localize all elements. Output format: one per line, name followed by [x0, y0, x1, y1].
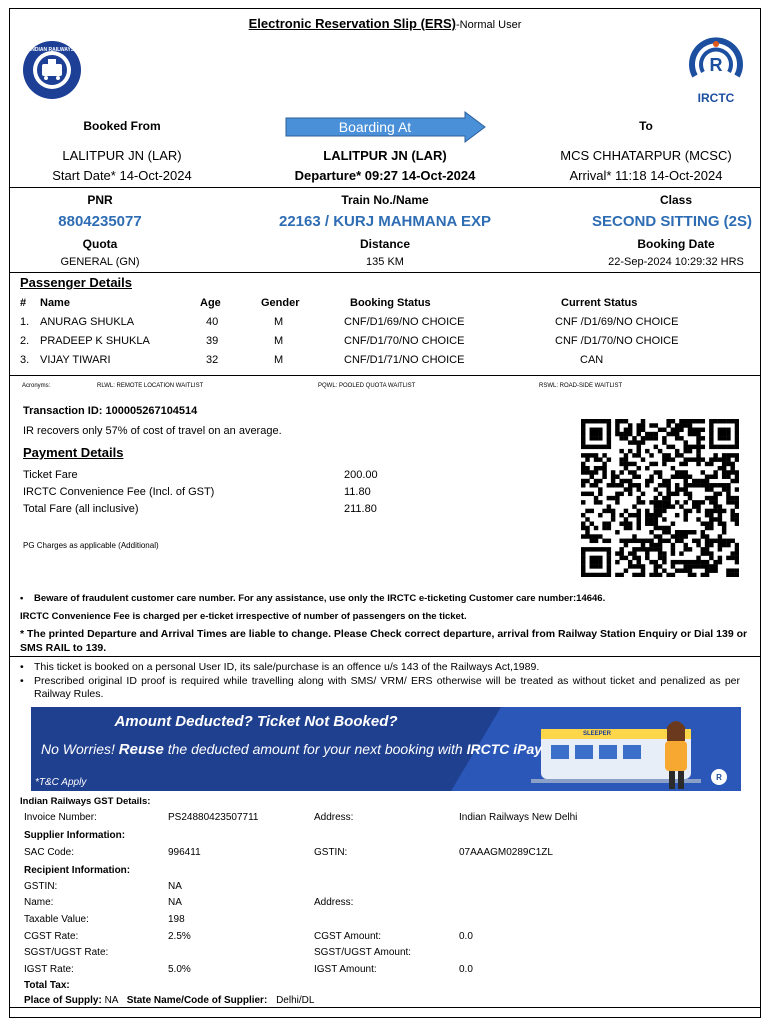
- transaction-id: Transaction ID: 100005267104514: [23, 405, 198, 417]
- passenger-num: 3.: [20, 354, 30, 366]
- sgst-rate-label: SGST/UGST Rate:: [24, 947, 109, 958]
- irctc-logo: [683, 36, 749, 108]
- taxable-value: 198: [168, 914, 185, 925]
- divider: [10, 1007, 760, 1008]
- passenger-booking-status: CNF/D1/69/NO CHOICE: [344, 316, 465, 328]
- banner-ipay: IRCTC iPay: [466, 741, 543, 757]
- photo-id-note: • Prescribed original ID proof is required while travelling along with SMS/ VRM/ ERS otherwise will be treated as without ticket and penalized as per Railway Rules.: [20, 675, 740, 702]
- svg-text:R: R: [709, 55, 723, 75]
- cgst-amount-label: CGST Amount:: [314, 931, 382, 942]
- col-header-gender: Gender: [261, 297, 300, 309]
- svg-text:R: R: [716, 773, 722, 782]
- sac-value: 996411: [168, 847, 201, 858]
- invoice-label: Invoice Number:: [24, 812, 97, 823]
- to-station: MCS CHHATARPUR (MCSC): [560, 148, 732, 163]
- place-of-supply: [24, 995, 314, 1006]
- state-value: Delhi/DL: [276, 995, 315, 1006]
- passenger-name: PRADEEP K SHUKLA: [40, 335, 150, 347]
- state-label: State Name/Code of Supplier:: [126, 995, 268, 1006]
- ir-logo-text: INDIAN RAILWAYS: [29, 47, 75, 53]
- banner-message: [41, 741, 542, 758]
- divider: [10, 375, 760, 376]
- passenger-booking-status: CNF/D1/70/NO CHOICE: [344, 335, 465, 347]
- divider: [10, 656, 760, 657]
- cgst-amount-value: 0.0: [459, 931, 473, 942]
- pnr-label: PNR: [87, 193, 113, 207]
- passenger-gender: M: [274, 335, 284, 347]
- acronym-pqwl: PQWL: POOLED QUOTA WAITLIST: [318, 383, 416, 389]
- total-tax-label: Total Tax:: [24, 980, 70, 991]
- recipient-gstin-value: NA: [168, 881, 182, 892]
- place-value: NA: [104, 995, 118, 1006]
- passenger-booking-status: CNF/D1/71/NO CHOICE: [344, 354, 465, 366]
- passenger-num: 2.: [20, 335, 30, 347]
- fare-value: 211.80: [344, 503, 377, 515]
- pg-charges-note: PG Charges as applicable (Additional): [23, 541, 159, 550]
- ers-ticket: [9, 8, 761, 1018]
- passenger-age: 32: [206, 354, 219, 366]
- ers-header: [10, 15, 760, 33]
- class-label: Class: [659, 193, 693, 207]
- cgst-rate-value: 2.5%: [168, 931, 191, 942]
- distance-value: 135 KM: [366, 256, 404, 268]
- fare-value: 11.80: [344, 486, 371, 498]
- place-label: Place of Supply:: [24, 995, 102, 1006]
- igst-amount-label: IGST Amount:: [314, 964, 377, 975]
- acronyms-label: Acronyms:: [22, 383, 51, 389]
- col-header-num: #: [20, 297, 27, 309]
- sgst-amount-label: SGST/UGST Amount:: [314, 947, 412, 958]
- arrival-time: Arrival* 11:18 14-Oct-2024: [569, 168, 723, 183]
- start-date: Start Date* 14-Oct-2024: [52, 168, 192, 183]
- booking-date-value: 22-Sep-2024 10:29:32 HRS: [608, 256, 744, 268]
- boarding-arrow: [285, 111, 487, 143]
- recipient-name-label: Name:: [24, 897, 54, 908]
- divider: [10, 272, 760, 273]
- ers-subtitle: -Normal User: [455, 19, 522, 31]
- passenger-details-title: Passenger Details: [20, 275, 133, 290]
- passenger-name: ANURAG SHUKLA: [40, 316, 135, 328]
- gst-title: Indian Railways GST Details:: [20, 796, 151, 807]
- qr-code: [581, 419, 739, 577]
- col-header-name: Name: [40, 297, 70, 309]
- booked-from-label: Booked From: [83, 119, 161, 133]
- banner-headline: Amount Deducted? Ticket Not Booked?: [114, 713, 398, 730]
- train-label: Train No./Name: [341, 193, 429, 207]
- col-header-booking-status: Booking Status: [350, 297, 431, 309]
- booking-date-label: Booking Date: [637, 237, 715, 251]
- igst-amount-value: 0.0: [459, 964, 473, 975]
- departure-time: Departure* 09:27 14-Oct-2024: [294, 168, 476, 183]
- gstin-value: 07AAAGM0289C1ZL: [459, 847, 553, 858]
- igst-rate-value: 5.0%: [168, 964, 191, 975]
- fare-label: Ticket Fare: [23, 469, 78, 481]
- fraud-notice: [20, 593, 752, 604]
- boarding-station: LALITPUR JN (LAR): [323, 148, 447, 163]
- passenger-age: 40: [206, 316, 219, 328]
- acronym-rlwl: RLWL: REMOTE LOCATION WAITLIST: [97, 383, 204, 389]
- col-header-current-status: Current Status: [561, 297, 638, 309]
- train-value: 22163 / KURJ MAHMANA EXP: [279, 213, 491, 230]
- banner-reuse: Reuse: [118, 741, 164, 758]
- address-value: Indian Railways New Delhi: [459, 812, 578, 823]
- personal-id-note: • This ticket is booked on a personal User ID, its sale/purchase is an offence u/s 143 of the Railways Act,1989.: [20, 661, 740, 675]
- class-value: SECOND SITTING (2S): [591, 213, 752, 230]
- irctc-ipay-banner[interactable]: [31, 707, 741, 791]
- acronym-rswl: RSWL: ROAD-SIDE WAITLIST: [539, 383, 623, 389]
- recipient-gstin-label: GSTIN:: [24, 881, 58, 892]
- passenger-age: 39: [206, 335, 219, 347]
- address-label: Address:: [314, 812, 354, 823]
- printed-times-note: * The printed Departure and Arrival Times are liable to change. Please Check correct departure, arrival from Railway Station Enquiry or Dial 139 or SMS RAIL to 139.: [20, 628, 748, 654]
- sac-label: SAC Code:: [24, 847, 75, 858]
- rules-notes: [20, 661, 740, 702]
- ers-title: Electronic Reservation Slip (ERS): [248, 16, 456, 31]
- convenience-note: IRCTC Convenience Fee is charged per e-ticket irrespective of number of passengers on the ticket.: [20, 611, 467, 622]
- col-header-age: Age: [200, 297, 221, 309]
- igst-rate-label: IGST Rate:: [24, 964, 74, 975]
- fare-value: 200.00: [344, 469, 378, 481]
- fare-label: IRCTC Convenience Fee (Incl. of GST): [23, 486, 215, 498]
- distance-label: Distance: [359, 237, 411, 251]
- passenger-gender: M: [274, 354, 284, 366]
- passenger-name: VIJAY TIWARI: [40, 354, 111, 366]
- fare-label: Total Fare (all inclusive): [23, 503, 139, 515]
- qr-code-icon: [581, 419, 739, 577]
- passenger-current-status: CAN: [580, 354, 604, 366]
- recipient-name-value: NA: [168, 897, 182, 908]
- irctc-text: IRCTC: [697, 91, 735, 105]
- passenger-current-status: CNF /D1/69/NO CHOICE: [555, 316, 679, 328]
- from-station: LALITPUR JN (LAR): [62, 148, 182, 163]
- quota-value: GENERAL (GN): [60, 256, 140, 268]
- cgst-rate-label: CGST Rate:: [24, 931, 79, 942]
- recover-note: IR recovers only 57% of cost of travel on an average.: [23, 425, 282, 437]
- beware-note: • Beware of fraudulent customer care number. For any assistance, use only the IRCTC e-ticketing Customer care number:14646.: [20, 593, 752, 604]
- divider: [10, 187, 760, 188]
- pnr-value: 8804235077: [58, 213, 142, 230]
- recipient-address-label: Address:: [314, 897, 354, 908]
- quota-label: Quota: [82, 237, 118, 251]
- passenger-num: 1.: [20, 316, 30, 328]
- banner-rest: the deducted amount for your next booking with: [167, 741, 463, 757]
- banner-tc: *T&C Apply: [35, 777, 87, 788]
- irctc-emblem-icon: [683, 36, 749, 88]
- banner-coach-text: SLEEPER: [583, 731, 612, 737]
- boarding-at-label: Boarding At: [338, 119, 412, 135]
- recipient-title: Recipient Information:: [24, 865, 131, 876]
- taxable-label: Taxable Value:: [24, 914, 89, 925]
- indian-railways-logo: [22, 40, 82, 100]
- passenger-gender: M: [274, 316, 284, 328]
- to-label: To: [639, 119, 653, 133]
- supplier-title: Supplier Information:: [24, 830, 126, 841]
- payment-details-title: Payment Details: [23, 445, 124, 460]
- passenger-current-status: CNF /D1/70/NO CHOICE: [555, 335, 679, 347]
- invoice-value: PS24880423507711: [168, 812, 259, 823]
- banner-worries: No Worries!: [41, 741, 115, 757]
- gstin-label: GSTIN:: [314, 847, 348, 858]
